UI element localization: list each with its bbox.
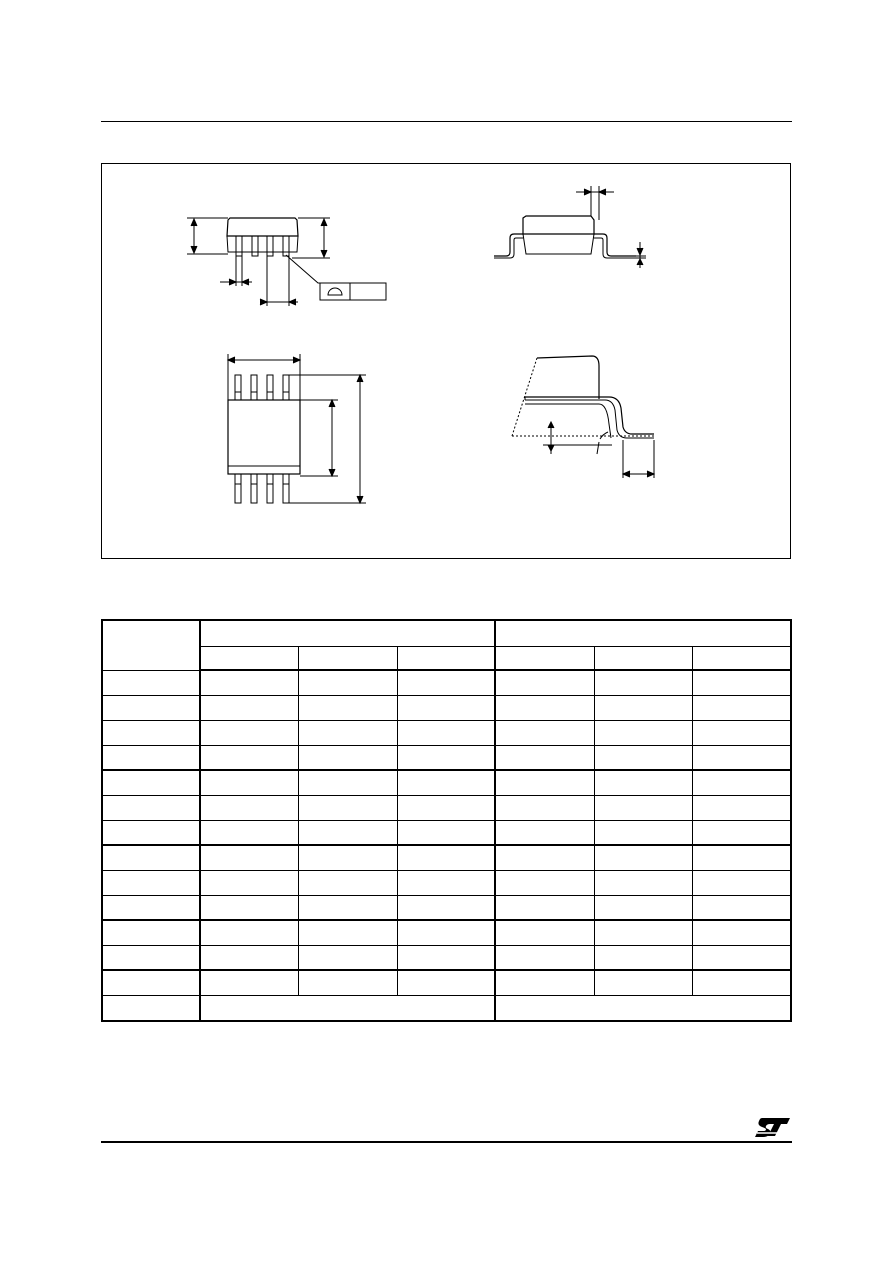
table-cell xyxy=(102,695,200,720)
table-header-row-1 xyxy=(102,620,791,646)
table-cell xyxy=(200,895,298,920)
table-cell xyxy=(495,995,791,1021)
table-cell xyxy=(594,895,692,920)
table-cell xyxy=(200,770,298,795)
table-cell xyxy=(298,670,397,695)
table-cell xyxy=(200,870,298,895)
table-cell xyxy=(200,820,298,845)
table-cell xyxy=(495,820,594,845)
table-cell xyxy=(495,720,594,745)
table-row xyxy=(102,720,791,745)
table-cell xyxy=(594,870,692,895)
table-cell xyxy=(594,795,692,820)
table-last-row xyxy=(102,995,791,1021)
table-cell xyxy=(594,695,692,720)
table-cell xyxy=(200,670,298,695)
table-cell xyxy=(397,845,495,870)
table-cell xyxy=(102,895,200,920)
table-cell xyxy=(495,870,594,895)
table-cell xyxy=(200,845,298,870)
table-cell xyxy=(495,895,594,920)
table-cell xyxy=(692,870,791,895)
table-cell xyxy=(594,820,692,845)
table-cell xyxy=(298,745,397,770)
table-cell xyxy=(495,970,594,995)
table-row xyxy=(102,845,791,870)
package-drawing xyxy=(101,163,791,559)
table-cell xyxy=(594,770,692,795)
table-cell xyxy=(397,720,495,745)
table-cell xyxy=(594,745,692,770)
top-view xyxy=(228,354,366,503)
table-cell xyxy=(692,845,791,870)
table-cell xyxy=(102,820,200,845)
table-cell xyxy=(692,795,791,820)
table-row xyxy=(102,770,791,795)
table-row xyxy=(102,670,791,695)
table-cell xyxy=(397,920,495,945)
table-cell xyxy=(298,970,397,995)
table-row xyxy=(102,895,791,920)
table-cell xyxy=(594,970,692,995)
table-row xyxy=(102,745,791,770)
header-cell xyxy=(200,646,298,670)
table-cell xyxy=(692,770,791,795)
table-cell xyxy=(397,770,495,795)
table-cell xyxy=(397,795,495,820)
header-cell xyxy=(594,646,692,670)
table-cell xyxy=(692,895,791,920)
table-row xyxy=(102,820,791,845)
footer-rule xyxy=(101,1141,792,1143)
header-cell xyxy=(495,646,594,670)
front-view xyxy=(187,218,386,306)
st-logo-icon xyxy=(754,1116,792,1138)
table-cell xyxy=(200,795,298,820)
table-row xyxy=(102,920,791,945)
lead-detail xyxy=(512,356,654,478)
table-cell xyxy=(594,670,692,695)
table-cell xyxy=(495,845,594,870)
table-cell xyxy=(102,745,200,770)
table-cell xyxy=(200,920,298,945)
table-cell xyxy=(102,845,200,870)
inch-header-cell xyxy=(495,620,791,646)
side-view xyxy=(494,186,646,268)
table-cell xyxy=(102,770,200,795)
table-cell xyxy=(298,695,397,720)
table-cell xyxy=(495,795,594,820)
table-cell xyxy=(397,745,495,770)
table-cell xyxy=(298,770,397,795)
table-cell xyxy=(692,720,791,745)
table-cell xyxy=(298,870,397,895)
table-cell xyxy=(397,970,495,995)
table-row xyxy=(102,870,791,895)
table-cell xyxy=(200,745,298,770)
header-cell xyxy=(692,646,791,670)
package-outline-drawing xyxy=(102,164,792,560)
table-cell xyxy=(200,945,298,970)
table-cell xyxy=(298,820,397,845)
table-cell xyxy=(200,720,298,745)
table-row xyxy=(102,795,791,820)
table-cell xyxy=(495,945,594,970)
table-cell xyxy=(397,870,495,895)
table-row xyxy=(102,945,791,970)
table-cell xyxy=(200,970,298,995)
table-cell xyxy=(298,845,397,870)
table-cell xyxy=(495,695,594,720)
table-cell xyxy=(102,670,200,695)
table-row xyxy=(102,970,791,995)
table-cell xyxy=(692,945,791,970)
table-cell xyxy=(692,695,791,720)
table-cell xyxy=(102,870,200,895)
dimensions-table xyxy=(101,619,792,1022)
table-cell xyxy=(397,670,495,695)
header-rule xyxy=(101,121,792,122)
table-cell xyxy=(594,920,692,945)
table-row xyxy=(102,695,791,720)
table-cell xyxy=(298,795,397,820)
table-cell xyxy=(102,945,200,970)
table-cell xyxy=(200,995,495,1021)
table-cell xyxy=(102,920,200,945)
table-cell xyxy=(298,895,397,920)
table-cell xyxy=(692,970,791,995)
header-cell xyxy=(298,646,397,670)
table-cell xyxy=(692,920,791,945)
table-cell xyxy=(298,920,397,945)
table-cell xyxy=(298,945,397,970)
table-cell xyxy=(102,970,200,995)
table-cell xyxy=(298,720,397,745)
table-cell xyxy=(397,695,495,720)
table-cell xyxy=(495,920,594,945)
table-cell xyxy=(692,820,791,845)
table-cell xyxy=(594,945,692,970)
table-cell xyxy=(397,945,495,970)
table-cell xyxy=(594,845,692,870)
table-cell xyxy=(594,720,692,745)
table-cell xyxy=(397,820,495,845)
table-cell xyxy=(102,795,200,820)
table-cell xyxy=(495,670,594,695)
table-cell xyxy=(102,720,200,745)
table-cell xyxy=(692,745,791,770)
table-cell xyxy=(397,895,495,920)
table-cell xyxy=(102,995,200,1021)
table-header-row-2 xyxy=(102,646,791,670)
table-cell xyxy=(495,770,594,795)
table-cell xyxy=(692,670,791,695)
table-cell xyxy=(495,745,594,770)
table-cell xyxy=(200,695,298,720)
mm-header-cell xyxy=(200,620,495,646)
dim-header-cell xyxy=(102,620,200,670)
header-cell xyxy=(397,646,495,670)
